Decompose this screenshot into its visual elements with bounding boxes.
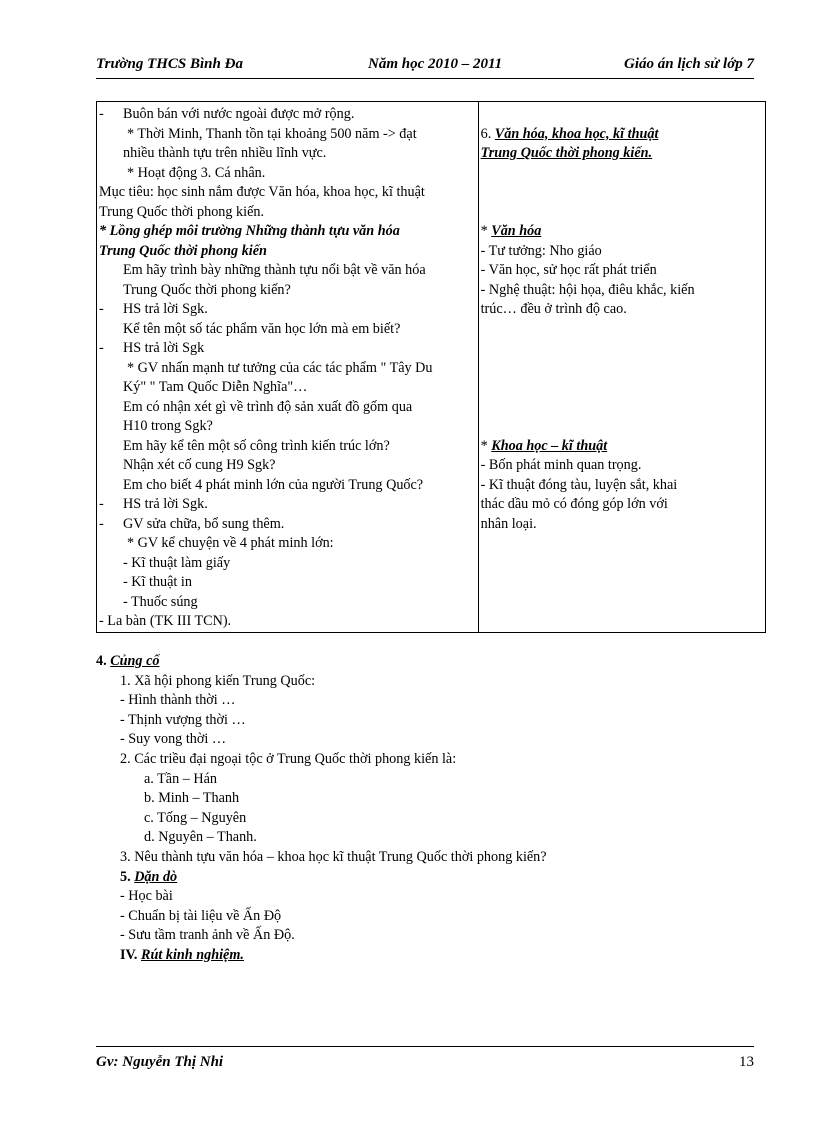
list-item: * Thời Minh, Thanh tồn tại khoảng 500 năm -> đạt — [127, 125, 417, 142]
list-item: - Học bài — [120, 888, 173, 905]
content-column — [478, 102, 765, 633]
list-item: Em hãy kể tên một số công trình kiến trúc lớn? — [123, 437, 390, 454]
list-item: - Buôn bán với nước ngoài được mở rộng. — [99, 106, 355, 122]
list-item: - Thịnh vượng thời … — [120, 711, 246, 728]
list-item: * Hoạt động 3. Cá nhân. — [127, 164, 266, 181]
list-item: * GV nhấn mạnh tư tưởng của các tác phẩm " Tây Du — [127, 359, 433, 376]
list-item: Em có nhận xét gì về trình độ sản xuất đồ gốm qua — [123, 398, 413, 415]
consolidate-heading: 4. Củng cố — [96, 653, 160, 669]
list-item: Nhận xét cố cung H9 Sgk? — [123, 457, 276, 473]
list-item: - Hình thành thời … — [120, 692, 236, 709]
lesson-table — [96, 101, 766, 633]
list-item: - Thuốc súng — [123, 593, 198, 610]
list-item: Em cho biết 4 phát minh lớn của người Trung Quốc? — [123, 476, 424, 493]
list-item: thác dầu mỏ có đóng góp lớn với — [480, 496, 668, 512]
list-item: - Bốn phát minh quan trọng. — [480, 457, 642, 473]
school-year: Năm học 2010 – 2011 — [368, 56, 503, 72]
list-item: Em hãy trình bày những thành tựu nổi bật về văn hóa — [123, 262, 426, 278]
list-item: Kể tên một số tác phẩm văn học lớn mà em biết? — [123, 320, 401, 337]
question: 2. Các triều đại ngoại tộc ở Trung Quốc thời phong kiến là: — [120, 750, 457, 767]
list-item: nhân loại. — [480, 515, 537, 532]
question: 1. Xã hội phong kiến Trung Quốc: — [120, 672, 316, 689]
list-item: d. Nguyên – Thanh. — [144, 829, 257, 846]
list-item: a. Tần – Hán — [144, 770, 218, 787]
list-item: - Nghệ thuật: hội họa, điêu khắc, kiến — [480, 281, 695, 298]
list-item: - HS trả lời Sgk. — [99, 301, 208, 317]
list-item: - La bàn (TK III TCN). — [99, 613, 232, 629]
list-item: - Kĩ thuật đóng tàu, luyện sắt, khai — [480, 476, 678, 493]
list-item: - Tư tưởng: Nho giáo — [480, 242, 602, 259]
page-header — [96, 52, 754, 79]
list-item: Ký" " Tam Quốc Diễn Nghĩa"… — [123, 379, 308, 395]
list-item: trúc… đều ở trình độ cao. — [480, 301, 627, 317]
list-item: Trung Quốc thời phong kiến. — [99, 203, 265, 220]
list-item: c. Tống – Nguyên — [144, 809, 247, 826]
page-footer — [96, 1046, 754, 1077]
section-heading: 6. Văn hóa, khoa học, kĩ thuật — [480, 125, 659, 142]
list-item: - Sưu tầm tranh ảnh về Ấn Độ. — [120, 927, 295, 944]
list-item: - HS trả lời Sgk. — [99, 496, 208, 512]
list-item: * Lồng ghép môi trường Những thành tựu văn hóa — [99, 223, 400, 239]
school-name: Trường THCS Bình Đa — [96, 56, 243, 72]
page-number: 13 — [739, 1054, 754, 1070]
list-item: - GV sửa chữa, bổ sung thêm. — [99, 515, 285, 532]
list-item: * GV kể chuyện về 4 phát minh lớn: — [127, 535, 334, 551]
lesson-followup — [96, 652, 766, 966]
list-item: - Suy vong thời … — [120, 731, 227, 748]
teacher-name: Gv: Nguyễn Thị Nhi — [96, 1054, 224, 1070]
list-item: b. Minh – Thanh — [144, 790, 240, 807]
science-heading: * Khoa học – kĩ thuật — [480, 437, 608, 454]
list-item: - HS trả lời Sgk — [99, 340, 205, 356]
subject-title: Giáo án lịch sử lớp 7 — [624, 56, 754, 72]
list-item: nhiều thành tựu trên nhiều lĩnh vực. — [123, 145, 327, 161]
section-heading-cont: Trung Quốc thời phong kiến. — [480, 145, 653, 161]
instructions-heading: 5. Dặn dò — [120, 868, 178, 885]
culture-heading: * Văn hóa — [480, 223, 542, 239]
list-item: - Kĩ thuật in — [123, 574, 192, 590]
list-item: - Kĩ thuật làm giấy — [123, 554, 231, 571]
list-item: H10 trong Sgk? — [123, 418, 213, 434]
teacher-activity-column — [97, 102, 479, 633]
list-item: Mục tiêu: học sinh nắm được Văn hóa, khoa học, kĩ thuật — [99, 184, 425, 200]
experience-heading: IV. Rút kinh nghiệm. — [120, 946, 244, 963]
list-item: - Văn học, sử học rất phát triển — [480, 262, 657, 278]
list-item: Trung Quốc thời phong kiến? — [123, 281, 291, 298]
list-item: Trung Quốc thời phong kiến — [99, 242, 267, 259]
list-item: - Chuẩn bị tài liệu về Ấn Độ — [120, 907, 282, 924]
question: 3. Nêu thành tựu văn hóa – khoa học kĩ thuật Trung Quốc thời phong kiến? — [120, 848, 547, 865]
